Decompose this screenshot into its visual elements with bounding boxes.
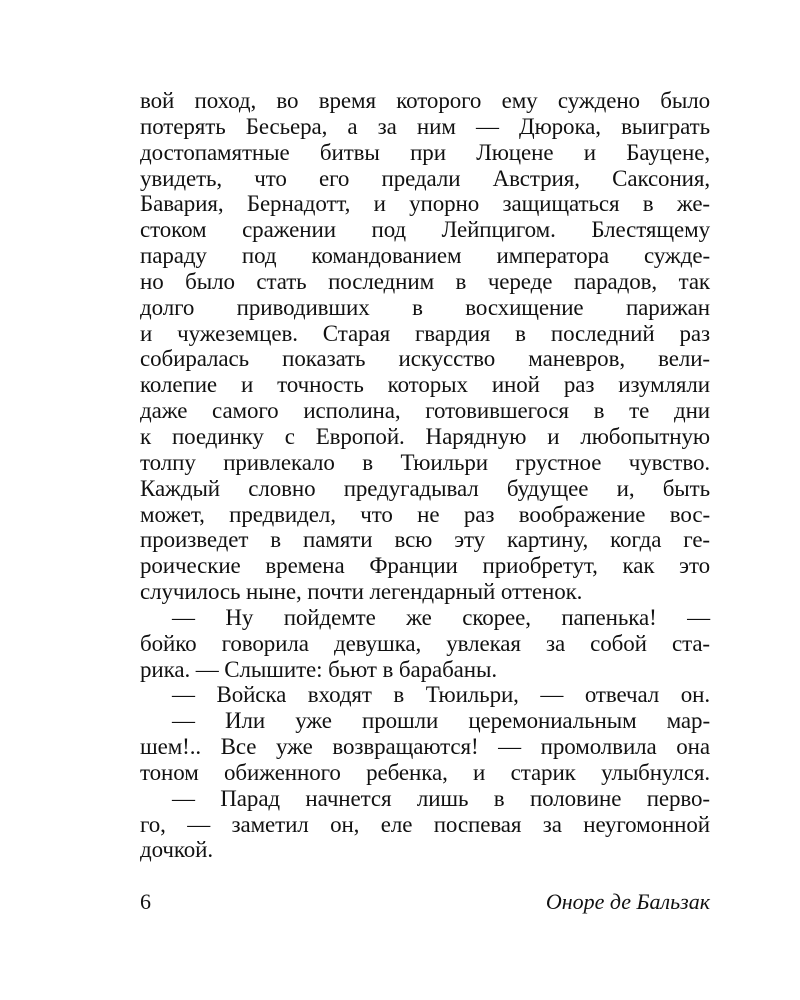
text-line: рика. — Слышите: бьют в барабаны. bbox=[140, 656, 498, 682]
text-line: го, — заметил он, еле поспевая за неугомонной bbox=[140, 811, 710, 837]
text-line: параду под командованием императора сужде- bbox=[140, 243, 710, 269]
text-line: стоком сражении под Лейпцигом. Блестящему bbox=[140, 217, 710, 243]
text-line: увидеть, что его предали Австрия, Саксония, bbox=[140, 165, 710, 191]
body-text bbox=[140, 88, 710, 863]
dialogue-line: — Парад начнется лишь в половине перво- bbox=[172, 785, 710, 811]
text-line: вой поход, во время которого ему суждено было bbox=[140, 88, 710, 113]
text-line: Каждый словно предугадывал будущее и, быть bbox=[140, 475, 710, 501]
text-line: достопамятные битвы при Люцене и Бауцене, bbox=[140, 139, 710, 165]
text-line: шем!.. Все уже возвращаются! — промолвила она bbox=[140, 734, 710, 760]
dialogue-line: — Или уже прошли церемониальным мар- bbox=[172, 708, 710, 734]
text-line: к поединку с Европой. Нарядную и любопытную bbox=[140, 423, 710, 449]
running-title: Оноре де Бальзак bbox=[545, 889, 710, 914]
dialogue-line: — Ну пойдемте же скорее, папенька! — bbox=[172, 604, 710, 630]
text-line: толпу привлекало в Тюильри грустное чувство. bbox=[140, 449, 710, 475]
text-line: колепие и точность которых иной раз изумляли bbox=[140, 372, 710, 398]
text-line: даже самого исполина, готовившегося в те дни bbox=[140, 398, 710, 424]
text-line: тоном обиженного ребенка, и старик улыбнулся. bbox=[140, 759, 710, 785]
text-line: произведет в памяти всю эту картину, когда ге- bbox=[140, 527, 710, 553]
text-line: случилось ныне, почти легендарный оттенок. bbox=[140, 579, 583, 605]
text-line: может, предвидел, что не раз воображение вос- bbox=[140, 501, 710, 527]
text-line: роические времена Франции приобретут, как это bbox=[140, 553, 710, 579]
text-line: дочкой. bbox=[140, 837, 214, 863]
text-line: Бавария, Бернадотт, и упорно защищаться в же- bbox=[140, 191, 710, 217]
text-line: потерять Бесьера, а за ним — Дюрока, выиграть bbox=[140, 113, 710, 139]
text-line: долго приводивших в восхищение парижан bbox=[140, 294, 710, 320]
text-line: собиралась показать искусство маневров, вели- bbox=[140, 346, 710, 372]
text-line: бойко говорила девушка, увлекая за собой ста- bbox=[140, 630, 710, 656]
page-footer bbox=[140, 889, 710, 915]
text-line: но было стать последним в череде парадов, так bbox=[140, 268, 710, 294]
page-number: 6 bbox=[140, 889, 151, 914]
text-line: и чужеземцев. Старая гвардия в последний раз bbox=[140, 320, 710, 346]
dialogue-line: — Войска входят в Тюильри, — отвечал он. bbox=[172, 682, 710, 708]
